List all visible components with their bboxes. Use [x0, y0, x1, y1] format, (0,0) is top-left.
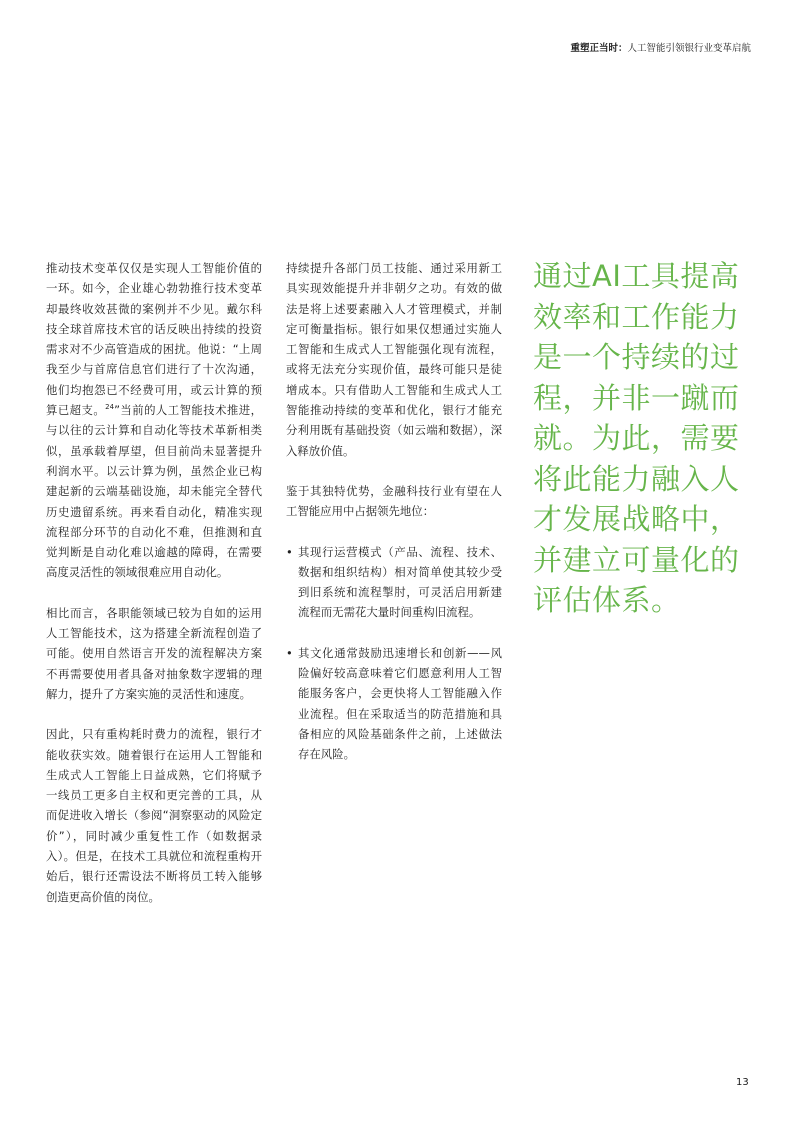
page-number: 13: [736, 1077, 749, 1088]
body-column-middle: [286, 258, 502, 785]
header-title: 人工智能引领银行业变革启航: [627, 43, 751, 54]
list-item-text: 其现行运营模式（产品、流程、技术、数据和组织结构）相对简单使其较少受到旧系统和流程掣肘，可灵活启用新建流程而无需花大量时间重构旧流程。: [298, 544, 502, 620]
paragraph: 持续提升各部门员工技能、通过采用新工具实现效能提升并非朝夕之功。有效的做法是将上述要素融入人才管理模式，并制定可衡量指标。银行如果仅想通过实施人工智能和生成式人工智能强化现有流程，或将无法充分实现价值，最终可能只是徒增成本。只有借助人工智能和生成式人工智能推动持续的变革和优化，银行才能充分利用既有基础投资（如云端和数据），深入释放价值。: [286, 261, 502, 458]
body-column-left: [46, 258, 262, 927]
bullet-icon: •: [286, 645, 293, 660]
list-item-text: 其文化通常鼓励迅速增长和创新——风险偏好较高意味着它们愿意利用人工智能服务客户，会更快将人工智能融入作业流程。但在采取适当的防范措施和具备相应的风险基础条件之前，上述做法存在风险。: [298, 645, 502, 762]
pull-quote: 通过AI工具提高效率和工作能力是一个持续的过程，并非一蹴而就。为此，需要将此能力融入人才发展战略中，并建立可量化的评估体系。: [533, 259, 740, 617]
paragraph: 鉴于其独特优势，金融科技行业有望在人工智能应用中占据领先地位：: [286, 483, 502, 519]
paragraph-text: ”当前的人工智能技术推进，与以往的云计算和自动化等技术革新相类似，虽承载着厚望，但目前尚未显著提升利润水平。以云计算为例，虽然企业已构建起新的云端基础设施，却未能完全替代历史遗留系统。再来看自动化，精准实现流程部分环节的自动化不难，但推测和直觉判断是自动化难以逾越的障碍，在需要高度灵活性的领域很难应用自动化。: [46, 403, 262, 580]
bullet-icon: •: [286, 544, 293, 559]
paragraph: 相比而言，各职能领域已较为自如的运用人工智能技术，这为搭建全新流程创造了可能。使用自然语言开发的流程解决方案不再需要使用者具备对抽象数字逻辑的理解力，提升了方案实施的灵活性和速度。: [46, 605, 262, 701]
paragraph: [46, 258, 262, 583]
running-header: [570, 40, 751, 54]
paragraph-text: 推动技术变革仅仅是实现人工智能价值的一环。如今，企业雄心勃勃推行技术变革却最终收效甚微的案例并不少见。戴尔科技全球首席技术官的话反映出持续的投资需求对不少高管造成的困扰。他说：“上周我至少与首席信息官们进行了十次沟通，他们均抱怨已不经费可用，或云计算的预算已超支。: [46, 261, 262, 418]
footnote-ref[interactable]: 24: [105, 403, 115, 412]
bullet-list: [286, 542, 502, 765]
header-title-bold: 重塑正当时：: [570, 43, 628, 54]
list-item: [286, 542, 502, 623]
paragraph: 因此，只有重构耗时费力的流程，银行才能收获实效。随着银行在运用人工智能和生成式人工智能上日益成熟，它们将赋予一线员工更多自主权和更完善的工具，从而促进收入增长（参阅“洞察驱动的风险定价”），同时减少重复性工作（如数据录入）。但是，在技术工具就位和流程重构开始后，银行还需设法不断将员工转入能够创造更高价值的岗位。: [46, 727, 262, 904]
list-item: [286, 643, 502, 765]
